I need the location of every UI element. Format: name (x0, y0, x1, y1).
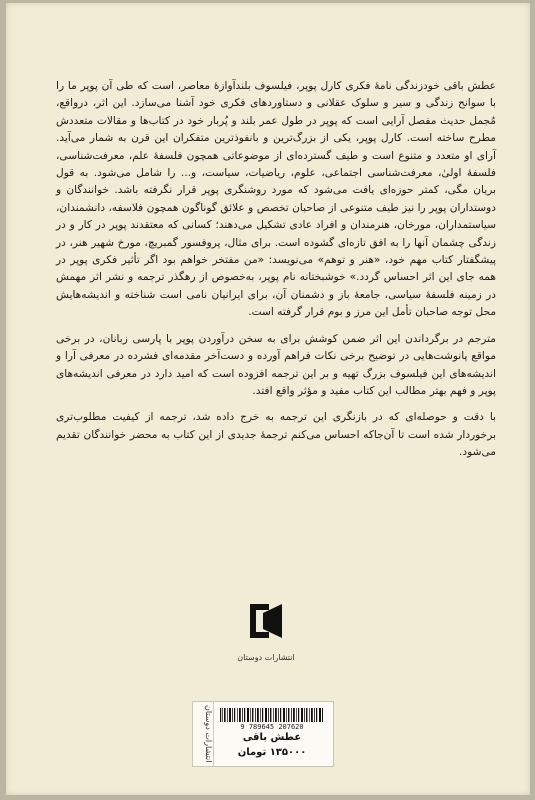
price-sticker (192, 701, 334, 767)
publisher-name: انتشارات دوستان (237, 653, 295, 662)
paragraph-translator: مترجم در برگرداندن این اثر ضمن کوشش برای به سخن درآوردن پوپر با پارسی زبانان، در برخی مواقع پانوشت‌هایی در توضیح برخی نکات فراهم آورده و دست‌آخر مقدمه‌ای فشرده در معرفی آرا و اندیشه‌های این فیلسوف بزرگ تهیه و بر این ترجمه افزوده است که امید دارد در معرفی اندیشه‌های پوپر و فهم بهتر مطالب این کتاب مفید و مؤثر واقع افتد. (56, 332, 496, 397)
paragraph-intro: عطش باقی خودزندگی نامهٔ فکری کارل پوپر، فیلسوف بلندآوازهٔ معاصر، است که طی آن پوپر ما را با سوانح زندگی و سیر و سلوک عقلانی و دستاوردهای فکری خود آشنا می‌سازد. این اثر، درواقع، مُجمل حدیث مفصل آرایی است که پوپر در طول عمر بلند و پُربار خود در کتاب‌ها و مقالات متعددش مطرح ساخته است. کارل پوپر، یکی از بزرگ‌ترین و بانفوذترین متفکران این قرن به شمار می‌آید. آرای او متعدد و متنوع است و طیف گسترده‌ای از موضوعاتی همچون فلسفهٔ علم، معرفت‌شناسی، فلسفهٔ اولیٰ، معرفت‌شناسی اجتماعی، علوم، ریاضیات، سیاست، و... را شامل می‌شود. به قول بریان مگی، کمتر حوزه‌ای یافت می‌شود که مورد روشنگری پوپر قرار نگرفته باشد. خوانندگان و دوستداران پوپر را نیز طیف متنوعی از صاحبان تخصص و علائق گوناگون همچون فلاسفه، دانشمندان، سیاستمداران، مورخان، هنرمندان و افراد عادی تشکیل می‌دهند؛ کسانی که معتقدند پوپر در کار و در زندگی چشمان آنها را به افق تازه‌ای گشوده است. برای مثال، پروفسور گمبریچ، مورخ شهیر هنر، در پیشگفتار کتاب مهم خود، «هنر و توهم» می‌نویسد: «من مفتخر خواهم بود اگر تأثیر فکری پوپر در همه جای این اثر احساس گردد.» خوشبختانه نام پوپر، به‌خصوص از رهگذر ترجمه و نشر اثر مهمش در زمینه فلسفهٔ سیاسی، جامعهٔ باز و دشمنان آن، برای ایرانیان نامی است شناخته و اندیشه‌هایش محل توجه صاحبان تأمل این مرز و بوم قرار گرفته است. (56, 80, 496, 319)
barcode-icon (219, 708, 325, 722)
publisher-logo-icon (247, 601, 285, 641)
back-cover (6, 3, 530, 795)
isbn-number: 9 789645 207620 (240, 723, 304, 731)
sticker-price: ۱۳۵۰۰۰ تومان (237, 747, 307, 758)
paragraph-revision: با دقت و حوصله‌ای که در بازنگری این ترجمه به خرج داده شد، ترجمه از کیفیت مطلوب‌تری برخوردار شده است تا آن‌جاکه احساس می‌کنم ترجمهٔ جدیدی از این کتاب به محضر خوانندگان تقدیم می‌شود. (56, 411, 496, 459)
sticker-publisher-label: انتشارات دوستان (193, 702, 214, 766)
back-cover-text (56, 78, 496, 471)
sticker-book-title: عطش باقی (242, 732, 302, 743)
